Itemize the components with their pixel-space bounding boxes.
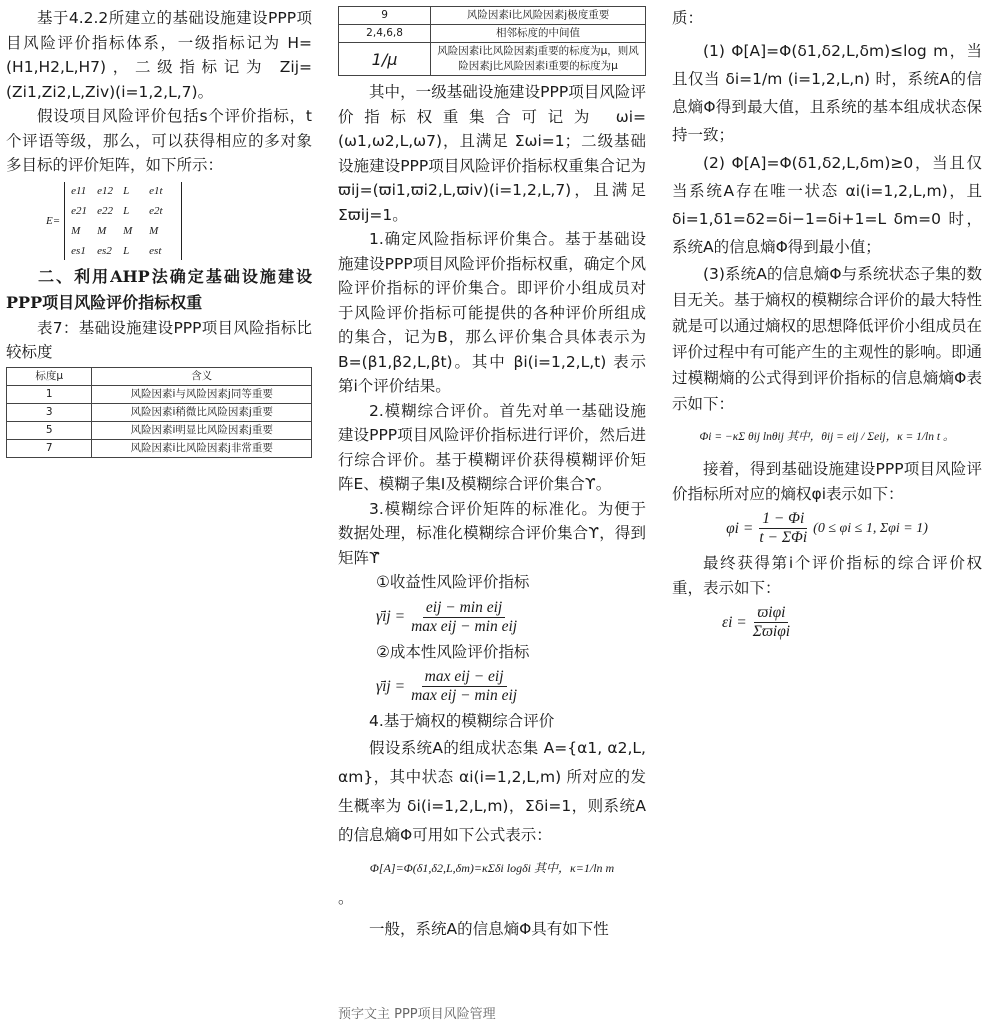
paragraph: 假设系统A的组成状态集 A={α1, α2,L, αm}，其中状态 αi(i=1,2,L,m) 所对应的发生概率为 δi(i=1,2,L,m)，Σδi=1，则系统A的信息熵Φ可用如下公式表示： <box>338 738 646 844</box>
matrix-cell: es2 <box>97 244 112 257</box>
denominator: t − ΣΦi <box>759 529 808 546</box>
table-row <box>339 43 646 76</box>
denominator: Σϖiφi <box>752 623 791 640</box>
entropy-formula: Φ[A]=Φ(δ1,δ2,L,δm)=κΣδi logδi 其中，κ=1/ln m <box>369 860 615 875</box>
table-row <box>7 421 312 439</box>
table-row <box>339 7 646 25</box>
table-cell: 风险因素i比风险因素j极度重要 <box>431 7 646 25</box>
table-row <box>339 25 646 43</box>
formula-combined-weight <box>672 604 982 641</box>
section-heading: 二、利用AHP法确定基础设施建设PPP项目风险评价指标权重 <box>6 266 312 312</box>
fraction <box>750 604 793 641</box>
paragraph: 3.模糊综合评价矩阵的标准化。为便于数据处理，标准化模糊综合评价集合ϒ，得到矩阵ϒ̄ <box>338 499 646 567</box>
matrix-cell: M <box>97 224 107 237</box>
matrix-cell: est <box>149 244 162 257</box>
table-cell: 风险因素i与风险因素j同等重要 <box>92 385 312 403</box>
table-cell: 风险因素i明显比风险因素j重要 <box>92 421 312 439</box>
denominator: max eij − min eij <box>411 687 518 704</box>
table-cell: 风险因素i稍微比风险因素j重要 <box>92 403 312 421</box>
paragraph: ①收益性风险评价指标 <box>376 573 530 591</box>
fraction <box>408 599 520 636</box>
table-cell: 相邻标度的中间值 <box>431 25 646 43</box>
formula-benefit <box>338 599 646 636</box>
table-row <box>7 385 312 403</box>
table-header: 含义 <box>92 367 312 385</box>
paragraph: 接着，得到基础设施建设PPP项目风险评价指标所对应的熵权φi表示如下： <box>672 460 982 503</box>
denominator: max eij − min eij <box>411 617 518 635</box>
formula-condition: (0 ≤ φi ≤ 1, Σφi = 1) <box>813 520 928 536</box>
matrix-cell: L <box>123 184 130 197</box>
paragraph: 最终获得第i个评价指标的综合评价权重，表示如下： <box>672 554 982 597</box>
paragraph: 1.确定风险指标评价集合。基于基础设施建设PPP项目风险评价指标权重，确定个风险评价指标的评价集合。即评价小组成员对于风险评价指标可能提供的各种评价所组成的集合，记为B，那么评价集合具体表示为 B=(β1,β2,L,βt)。其中 βi(i=1,2,L,t) 表示第i个评价结果。 <box>338 230 646 395</box>
matrix-cell: M <box>71 224 81 237</box>
matrix-cell: L <box>123 244 130 257</box>
matrix-cell: e12 <box>97 184 114 197</box>
paragraph: 4.基于熵权的模糊综合评价 <box>369 712 555 730</box>
numerator: 1 − Φi <box>759 510 807 529</box>
scale-table-continued <box>338 6 646 76</box>
numerator: eij − min eij <box>423 599 505 618</box>
paragraph: (2) Φ[A]=Φ(δ1,δ2,L,δm)≥0，当且仅当系统A存在唯一状态 αi(i=1,2,L,m)，且 δi=1,δ1=δ2=δi−1=δi+1=L δm=0 时，系统A的信息熵Φ得到最小值； <box>672 153 982 256</box>
table-cell: 9 <box>339 7 431 25</box>
numerator: max eij − eij <box>422 668 507 687</box>
matrix-cell: M <box>123 224 133 237</box>
scale-table <box>6 367 312 458</box>
cut-off-line: 预字文主 PPP项目风险管理 <box>338 1007 496 1022</box>
numerator: ϖiφi <box>754 604 788 623</box>
table-cell: 风险因素i比风险因素j重要的标度为μ，则风险因素j比风险因素i重要的标度为μ <box>431 43 646 76</box>
table-cell: 1 <box>7 385 92 403</box>
fraction <box>408 668 520 705</box>
paragraph: 质： <box>672 9 704 27</box>
paragraph: ②成本性风险评价指标 <box>376 642 530 661</box>
column-right <box>672 6 982 645</box>
paragraph: 假设项目风险评价包括s个评价指标，t个评语等级，那么，可以获得相应的多对象多目标的评价矩阵，如下所示： <box>6 107 312 174</box>
paragraph: 一般，系统A的信息熵Φ具有如下性 <box>369 919 609 938</box>
paragraph: 基于4.2.2所建立的基础设施建设PPP项目风险评价指标体系，一级指标记为 H=(H1,H2,L,H7)，二级指标记为 Zij=(Zi1,Zi2,L,Ziv)(i=1,2,L,7)。 <box>6 9 312 101</box>
matrix-body <box>64 182 182 260</box>
formula-lhs: γ̄ij = <box>376 677 406 695</box>
matrix-cell: e1t <box>149 184 163 197</box>
fraction <box>756 510 810 547</box>
table-cell: 风险因素i比风险因素j非常重要 <box>92 439 312 457</box>
paragraph: 2.模糊综合评价。首先对单一基础设施建设PPP项目风险评价指标进行评价，然后进行综合评价。基于模糊评价获得模糊评价矩阵E、模糊子集I及模糊综合评价集合ϒ。 <box>338 401 646 493</box>
table-row <box>7 439 312 457</box>
table-cell: 1/μ <box>339 43 431 76</box>
column-middle <box>338 6 646 941</box>
formula-lhs: γ̄ij = <box>376 608 406 625</box>
table-caption: 表7：基础设施建设PPP项目风险指标比较标度 <box>6 318 312 361</box>
matrix-cell: e11 <box>71 184 87 197</box>
table-cell: 2,4,6,8 <box>339 25 431 43</box>
paragraph: (1) Φ[A]=Φ(δ1,δ2,L,δm)≤log m，当且仅当 δi=1/m (i=1,2,L,n) 时，系统A的信息熵Φ得到最大值，且系统的基本组成状态保持一致； <box>672 41 982 144</box>
entropy-index-formula: Φi = −κΣ θij lnθij 其中，θij = eij / Σeij，κ = 1/ln t 。 <box>699 430 955 443</box>
table-row <box>7 403 312 421</box>
paragraph: (3)系统A的信息熵Φ与系统状态子集的数目无关。基于熵权的模糊综合评价的最大特性就是可以通过熵权的思想降低评价小组成员在评价过程中有可能产生的主观性的影响。即通过模糊熵的公式得到评价指标的信息熵熵Φ表示如下： <box>672 264 983 413</box>
matrix-cell: e21 <box>71 204 88 217</box>
table-cell: 7 <box>7 439 92 457</box>
matrix-cell: e2t <box>149 204 163 217</box>
matrix-cell: L <box>123 204 130 217</box>
formula-entropy-weight <box>672 510 982 547</box>
formula-cost <box>338 668 646 705</box>
matrix-cell: es1 <box>71 244 86 257</box>
paragraph: 。 <box>338 889 354 907</box>
table-header: 标度μ <box>7 367 92 385</box>
paragraph: 其中，一级基础设施建设PPP项目风险评价指标权重集合可记为 ωi=(ω1,ω2,L,ω7)，且满足 Σωi=1；二级基础设施建设PPP项目风险评价指标权重集合记为 ϖij=(ϖi1,ϖi2,L,ϖiv)(i=1,2,L,7)，且满足 Σϖij=1。 <box>338 83 646 224</box>
matrix-label: E= <box>46 214 61 227</box>
matrix-cell: M <box>149 224 159 237</box>
formula-lhs: φi = <box>726 519 754 537</box>
table-cell: 5 <box>7 421 92 439</box>
formula-lhs: εi = <box>722 613 747 631</box>
column-left <box>6 6 312 458</box>
evaluation-matrix <box>46 182 312 260</box>
table-cell: 3 <box>7 403 92 421</box>
matrix-cell: e22 <box>97 204 114 217</box>
